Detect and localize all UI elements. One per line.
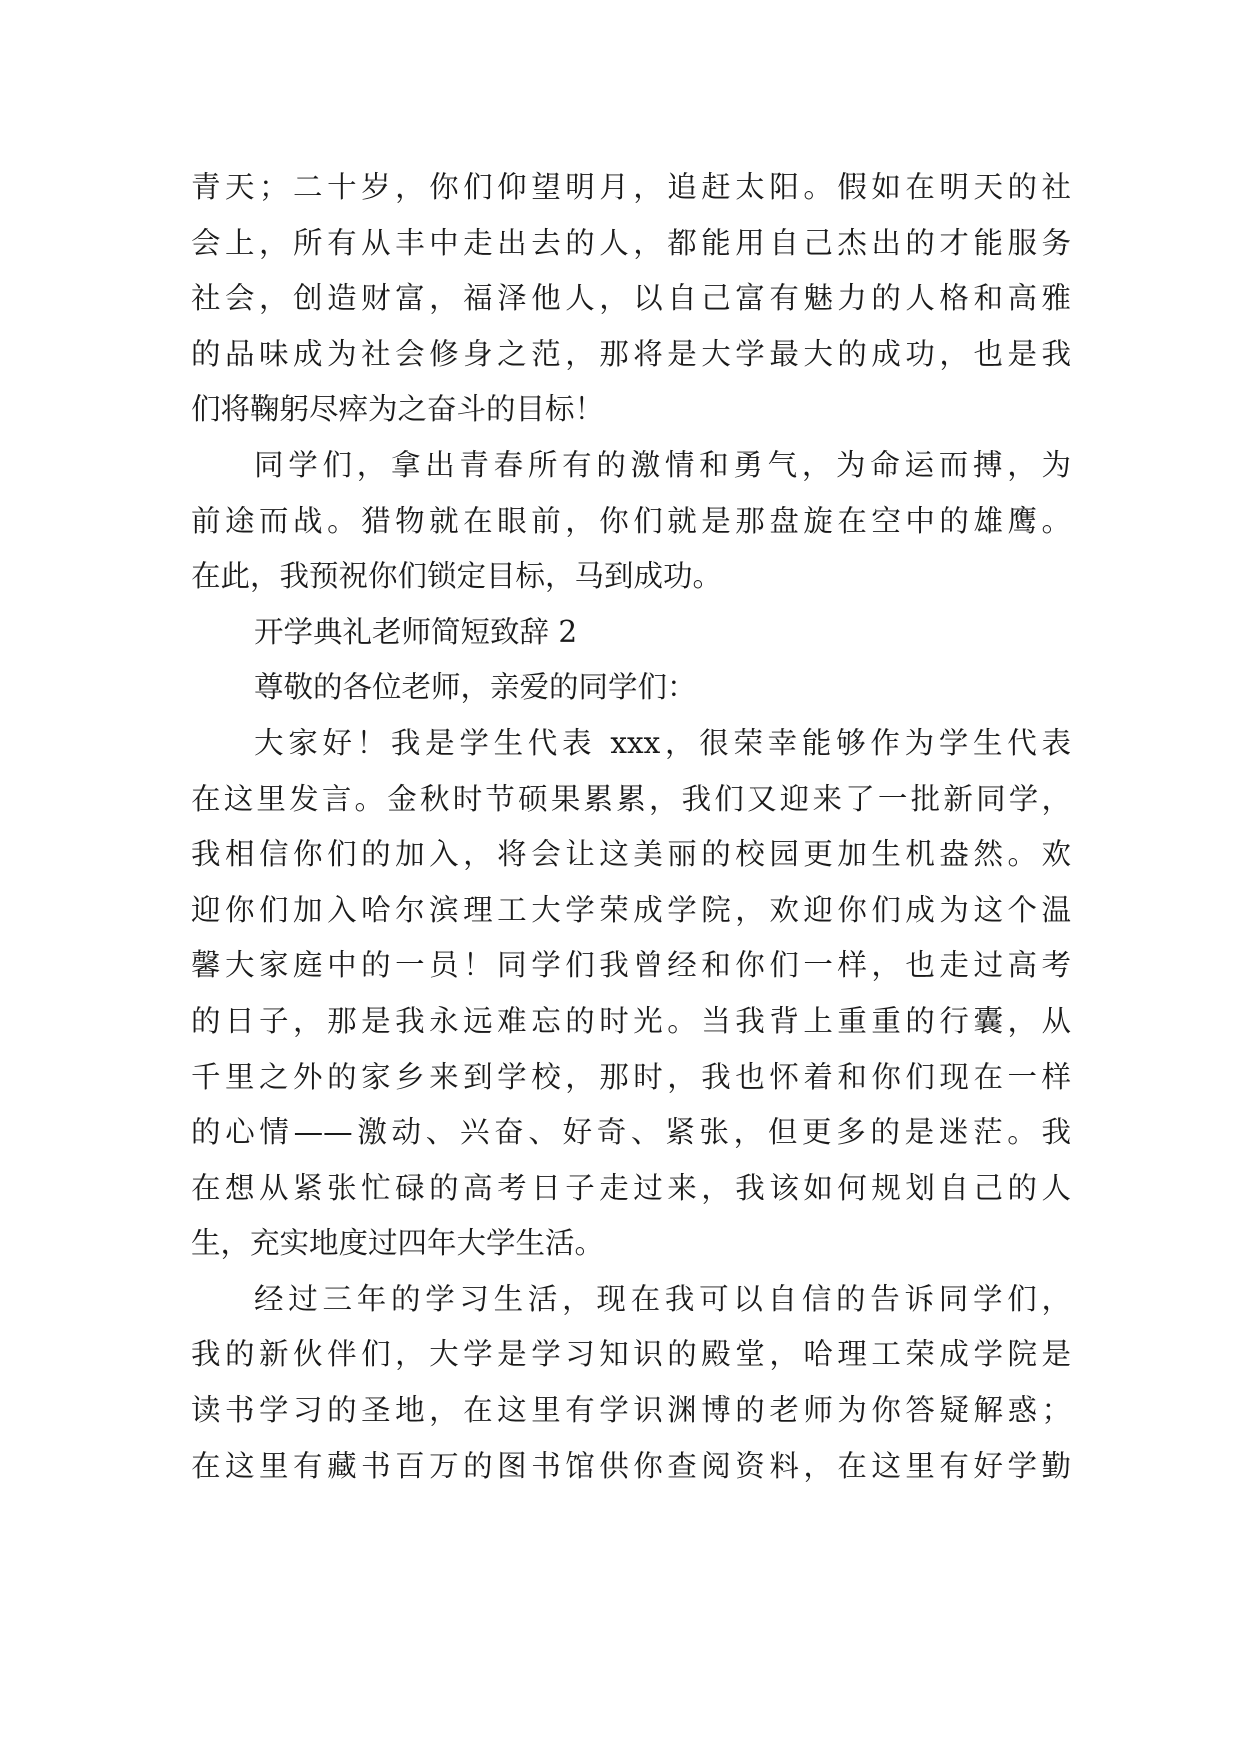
text-line: 的品味成为社会修身之范，那将是大学最大的成功，也是我 — [191, 336, 1071, 371]
text-line: 我的新伙伴们，大学是学习知识的殿堂，哈理工荣成学院是 — [191, 1337, 1071, 1372]
text-line: 馨大家庭中的一员！同学们我曾经和你们一样，也走过高考 — [191, 948, 1071, 983]
text-line: 在这里发言。金秋时节硕果累累，我们又迎来了一批新同学， — [191, 781, 1071, 816]
text-line: 的心情——激动、兴奋、好奇、紧张，但更多的是迷茫。我 — [191, 1115, 1071, 1150]
salutation: 尊敬的各位老师，亲爱的同学们： — [254, 670, 697, 705]
paragraph-first-line: 大家好！我是学生代表 xxx，很荣幸能够作为学生代表 — [254, 725, 1071, 760]
text-line: 读书学习的圣地，在这里有学识渊博的老师为你答疑解惑； — [191, 1393, 1071, 1428]
text-line: 在这里有藏书百万的图书馆供你查阅资料，在这里有好学勤 — [191, 1448, 1071, 1483]
text-line: 青天；二十岁，你们仰望明月，追赶太阳。假如在明天的社 — [191, 170, 1071, 204]
text-line: 生，充实地度过四年大学生活。 — [191, 1226, 605, 1261]
text-line: 在想从紧张忙碌的高考日子走过来，我该如何规划自己的人 — [191, 1170, 1071, 1205]
text-line: 社会，创造财富，福泽他人，以自己富有魅力的人格和高雅 — [191, 281, 1071, 316]
text-line: 在此，我预祝你们锁定目标，马到成功。 — [191, 559, 723, 594]
section-heading: 开学典礼老师简短致辞 2 — [254, 614, 578, 649]
text-line: 千里之外的家乡来到学校，那时，我也怀着和你们现在一样 — [191, 1059, 1071, 1094]
document-body — [191, 160, 1071, 1494]
text-line: 前途而战。猎物就在眼前，你们就是那盘旋在空中的雄鹰。 — [191, 503, 1071, 538]
text-line: 会上，所有从丰中走出去的人，都能用自己杰出的才能服务 — [191, 225, 1071, 260]
text-line: 我相信你们的加入，将会让这美丽的校园更加生机盎然。欢 — [191, 837, 1071, 872]
text-line: 的日子，那是我永远难忘的时光。当我背上重重的行囊，从 — [191, 1003, 1071, 1038]
text-line: 们将鞠躬尽瘁为之奋斗的目标！ — [191, 392, 605, 427]
text-line: 迎你们加入哈尔滨理工大学荣成学院，欢迎你们成为这个温 — [191, 892, 1071, 927]
paragraph-first-line: 同学们，拿出青春所有的激情和勇气，为命运而搏，为 — [254, 447, 1071, 482]
paragraph-first-line: 经过三年的学习生活，现在我可以自信的告诉同学们， — [254, 1281, 1071, 1316]
